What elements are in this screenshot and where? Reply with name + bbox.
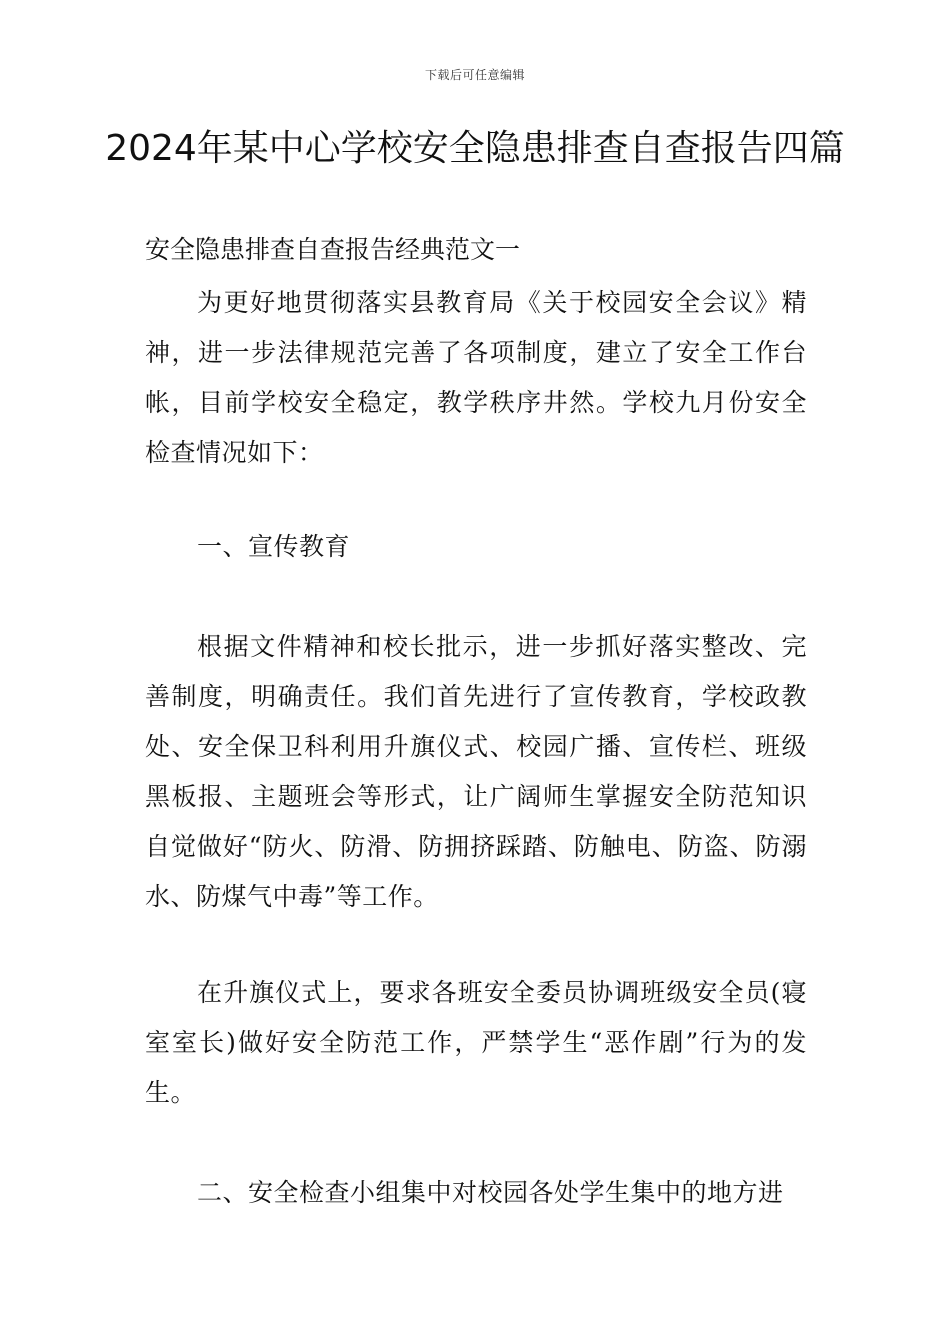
- document-title: 2024年某中心学校安全隐患排查自查报告四篇: [105, 128, 845, 169]
- paragraph-intro: 为更好地贯彻落实县教育局《关于校园安全会议》精神，进一步法律规范完善了各项制度，建立了安全工作台帐，目前学校安全稳定，教学秩序井然。学校九月份安全检查情况如下：: [145, 288, 807, 467]
- header-note: 下载后可任意编辑: [424, 68, 525, 82]
- paragraph-flag-ceremony: 在升旗仪式上，要求各班安全委员协调班级安全员(寝室室长)做好安全防范工作，严禁学生“恶作剧”行为的发生。: [145, 978, 807, 1107]
- section-subtitle: 安全隐患排查自查报告经典范文一: [145, 235, 521, 264]
- paragraph-inspection-heading: 二、安全检查小组集中对校园各处学生集中的地方进: [197, 1178, 784, 1207]
- heading-publicity-education: 一、宣传教育: [197, 532, 351, 561]
- paragraph-publicity-details: 根据文件精神和校长批示，进一步抓好落实整改、完善制度，明确责任。我们首先进行了宣传教育，学校政教处、安全保卫科利用升旗仪式、校园广播、宣传栏、班级黑板报、主题班会等形式，让广阔师生掌握安全防范知识自觉做好“防火、防滑、防拥挤踩踏、防触电、防盗、防溺水、防煤气中毒”等工作。: [145, 632, 807, 911]
